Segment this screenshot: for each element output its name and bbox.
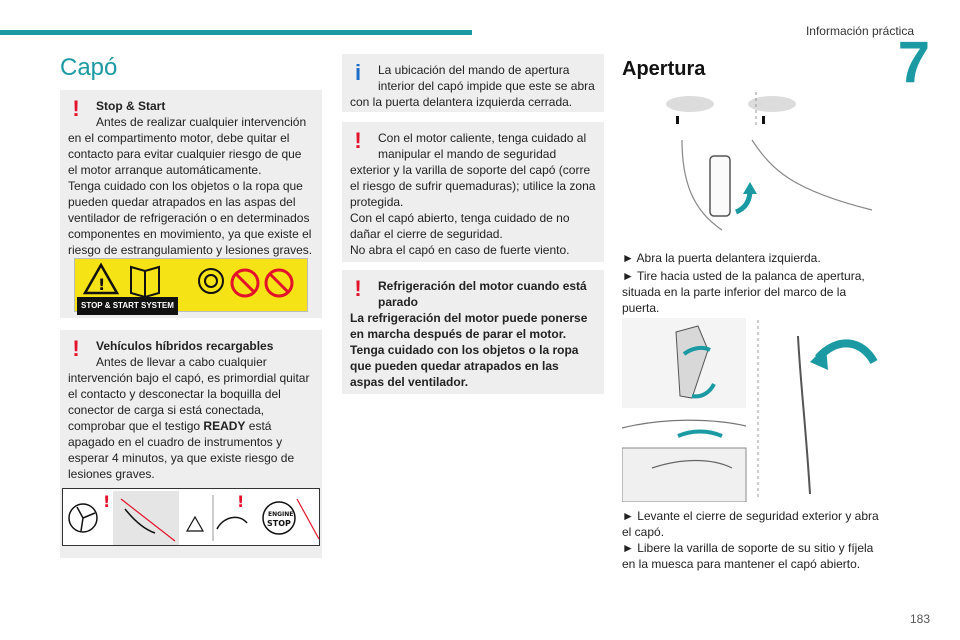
warning-exclamation-icon: ! xyxy=(354,128,362,153)
cooling-heading2: parado xyxy=(378,295,419,309)
section-title: Información práctica xyxy=(805,24,914,38)
hot-body2: Con el capó abierto, tenga cuidado de no dañar el cierre de seguridad. xyxy=(350,211,570,241)
hybrid-body-b: está apagado en el cuadro de instrumentos y esperar 4 minutos, ya que existe riesgo de lesiones graves. xyxy=(68,419,295,481)
header-accent-bar xyxy=(0,30,472,35)
step-1: ► Abra la puerta delantera izquierda. xyxy=(622,251,821,265)
step-2: ► Tire hacia usted de la palanca de apertura, situada en la parte inferior del marco de la puerta. xyxy=(622,269,865,315)
cooling-warning-box xyxy=(342,270,604,394)
svg-text:!: ! xyxy=(98,275,106,294)
step-4: ► Libere la varilla de soporte de su sitio y fíjela en la muesca para mantener el capó abierto. xyxy=(622,541,874,571)
hybrid-line1: Antes de llevar a cabo cualquier xyxy=(96,355,267,369)
hot-line2: manipular el mando de seguridad xyxy=(378,147,557,161)
stop-start-heading: Stop & Start xyxy=(96,99,166,113)
hood-opening-drawing xyxy=(622,318,882,502)
stop-start-line1: Antes de realizar cualquier intervención xyxy=(96,115,307,129)
hybrid-heading: Vehículos híbridos recargables xyxy=(96,339,274,353)
cooling-heading1: Refrigeración del motor cuando está xyxy=(378,279,587,293)
info-line1: La ubicación del mando de apertura xyxy=(378,63,570,77)
stop-start-warning-box xyxy=(60,90,322,318)
page-title: Capó xyxy=(60,54,118,81)
door-lever-drawing xyxy=(622,90,882,236)
engine-stop-top-text: ENGINE xyxy=(268,511,294,518)
hybrid-pictogram xyxy=(62,488,320,546)
svg-text:!: ! xyxy=(237,492,245,511)
info-box xyxy=(342,54,604,112)
stop-start-body2: Tenga cuidado con los objetos o la ropa que pueden quedar atrapados en las aspas del ventilador de refrigeración o en determinados componentes en movimiento, ya que existe el riesgo de estrangulamiento y lesiones graves. xyxy=(68,179,313,257)
hot-engine-warning-box xyxy=(342,122,604,262)
warning-exclamation-icon: ! xyxy=(72,336,80,361)
stop-start-system-label: STOP & START SYSTEM xyxy=(77,297,178,315)
hot-line1: Con el motor caliente, tenga cuidado al xyxy=(378,131,587,145)
info-line3: con la puerta delantera izquierda cerrada. xyxy=(350,95,573,109)
hybrid-body-a: intervención bajo el capó, es primordial quitar el contacto y desconectar la boquilla del conector de carga si está conectada, comprobar que el testigo xyxy=(68,371,310,433)
step-3: ► Levante el cierre de seguridad exterior y abra el capó. xyxy=(622,509,879,539)
hybrid-body xyxy=(68,370,314,482)
apertura-title: Apertura xyxy=(622,58,706,80)
hot-body: exterior y la varilla de soporte del capó (corre el riesgo de sufrir quemaduras); utilice la zona protegida. xyxy=(350,163,596,209)
page-number: 183 xyxy=(909,612,930,626)
stop-start-body: en el compartimento motor, debe quitar el contacto para evitar cualquier riesgo de que el motor arranque automáticamente. xyxy=(68,131,302,177)
info-icon: i xyxy=(354,60,362,85)
stop-start-pictogram xyxy=(74,258,308,312)
hood-opening-illustration xyxy=(622,318,882,502)
chapter-number: 7 xyxy=(897,30,930,95)
cooling-body: La refrigeración del motor puede ponerse en marcha después de parar el motor. Tenga cuidado con los objetos o la ropa que pueden quedar atrapados en las aspas del ventilador. xyxy=(350,311,588,389)
door-lever-illustration xyxy=(622,90,882,236)
engine-stop-bottom-text: STOP xyxy=(267,519,291,528)
hybrid-warning-box xyxy=(60,330,322,558)
warning-exclamation-icon: ! xyxy=(354,276,362,301)
ready-indicator-label: READY xyxy=(203,419,246,433)
warning-exclamation-icon: ! xyxy=(72,96,80,121)
hybrid-pictogram-icons xyxy=(63,489,321,547)
info-line2: interior del capó impide que este se abra xyxy=(378,79,595,93)
svg-text:!: ! xyxy=(103,492,111,511)
hot-body3: No abra el capó en caso de fuerte viento. xyxy=(350,243,570,257)
